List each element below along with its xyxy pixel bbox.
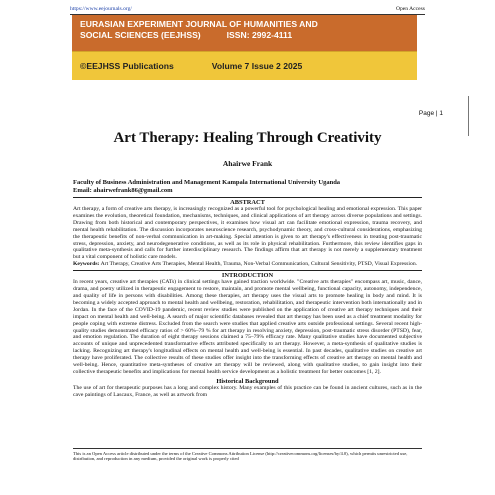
keywords-text: Art Therapy, Creative Arts Therapies, Mental Health, Trauma, Non-Verbal Communication, Cultural Sensitivity, PTSD, Visual Expression. bbox=[100, 261, 418, 268]
journal-name-line1: EURASIAN EXPERIMENT JOURNAL OF HUMANITIES AND bbox=[80, 19, 318, 29]
historical-background-heading: Historical Background bbox=[216, 377, 279, 385]
volume-issue-label: Volume 7 Issue 2 2025 bbox=[211, 61, 303, 71]
page-number: Page | 1 bbox=[418, 110, 443, 117]
keywords-label: Keywords: bbox=[73, 261, 100, 268]
abstract-heading: ABSTRACT bbox=[73, 197, 422, 206]
page-divider bbox=[468, 96, 469, 136]
license-footer: This is an Open Access article distributed under the terms of the Creative Commons Attribution License (http://creativecommons.org/licenses/by/4.0), which permits unrestricted use, distribution, and reproduction in any medium, provided the original work is properly cited bbox=[73, 448, 422, 462]
journal-name-line2: SOCIAL SCIENCES (EEJHSS) bbox=[80, 29, 201, 40]
article-body bbox=[73, 130, 422, 399]
journal-banner bbox=[72, 15, 417, 85]
publication-info-block bbox=[72, 51, 417, 80]
affiliation-text: Faculty of Business Administration and Management Kampala International University Uganda bbox=[73, 179, 341, 186]
keywords bbox=[73, 261, 422, 268]
historical-background-text: The use of art for therapeutic purposes has a long and complex history. Many examples of this practice can be found in ancient cultures, such as in the cave paintings of Lascaux, France, as well as artwork from bbox=[73, 384, 422, 398]
open-access-label: Open Access bbox=[395, 5, 425, 12]
abstract-text: Art therapy, a form of creative arts therapy, is increasingly recognized as a powerful tool for psychological healing and emotional expression. This paper examines the evolution, theoretical foundation, mechanisms, techniques, and clinical applications of art therapy across diverse populations and settings. Drawing from both historical and contemporary perspectives, it examines how visual art can facilitate emotional expression, trauma recovery, and mental health rehabilitation. The discussion incorporates neuroscience research, psychodynamic theory, and cross-cultural considerations, emphasizing the therapeutic benefits of non-verbal communication in art-making. Special attention is given to art therapy's effectiveness in treating post-traumatic stress, depression, anxiety, and neurodegenerative conditions, as well as its role in physical rehabilitation. Furthermore, this review identifies gaps in qualitative meta-synthesis and calls for further interdisciplinary research. The findings affirm that art therapy is not merely a supplementary treatment but a vital component of holistic care models. bbox=[73, 206, 422, 261]
publisher-label: ©EEJHSS Publications bbox=[80, 61, 174, 71]
introduction-heading: INTRODUCTION bbox=[73, 270, 422, 279]
journal-name-block bbox=[72, 15, 417, 51]
introduction-text: In recent years, creative art therapies (CATs) in clinical settings have gained traction worldwide. "Creative arts therapies" encompass art, music, dance, drama, and poetry utilized in therapeutic engagement to restore, maintain, and promote mental wellbeing, functional capacity, autonomy, independence, and quality of life in persons with disabilities. Among these therapies, art therapy uses the visual arts to promote healing in body and mind. It is becoming a widely accepted approach to mental health and wellbeing, restoration, rehabilitation, and therapeutic intervention both internationally and in Jordan. In the face of the COVID-19 pandemic, recent review studies were published on the application of creative art therapy techniques and their impact on mental health and well-being. A search of major scientific databases revealed that art therapy has been used as a chief treatment modality for people coping with extreme distress. Excluded from the search were studies that applied creative arts outside professional settings. Several recent high-quality studies demonstrated efficacy ratios of > 60%–79 % for art therapy in resolving anxiety, depression, post-traumatic stress disorder (PTSD), fear, and emotion regulation. The duration of eight therapy sessions claimed a 75–79% efficacy rate. Many qualitative studies have documented subjective accounts of unique and unprecedented transformative effects attributed specifically to art therapy. However, a meta-synthesis of qualitative studies is lacking. Recognizing art therapy's longitudinal effects on mental health and well-being is essential. In past decades, qualitative studies on creative art therapy have proliferated. The collective results of these studies offer insight into the transforming effects of creative art therapy on mental health and well-being. Hence, quantitative meta-syntheses of creative art therapy will be reviewed, along with qualitative studies, to gain insight into their collective therapeutic benefits and implications for mental health service development as a holistic treatment for better outcomes [1, 2]. bbox=[73, 279, 422, 375]
running-header bbox=[70, 4, 425, 15]
journal-url-link[interactable]: https://www.eejournals.org/ bbox=[70, 5, 132, 12]
author-name: Ahairwe Frank bbox=[222, 159, 273, 168]
issn-label: ISSN: 2992-4111 bbox=[226, 29, 293, 40]
article-title: Art Therapy: Healing Through Creativity bbox=[113, 130, 382, 146]
author-email: Email: ahairwefrank86@gmail.com bbox=[73, 187, 173, 194]
affiliation bbox=[73, 179, 422, 195]
